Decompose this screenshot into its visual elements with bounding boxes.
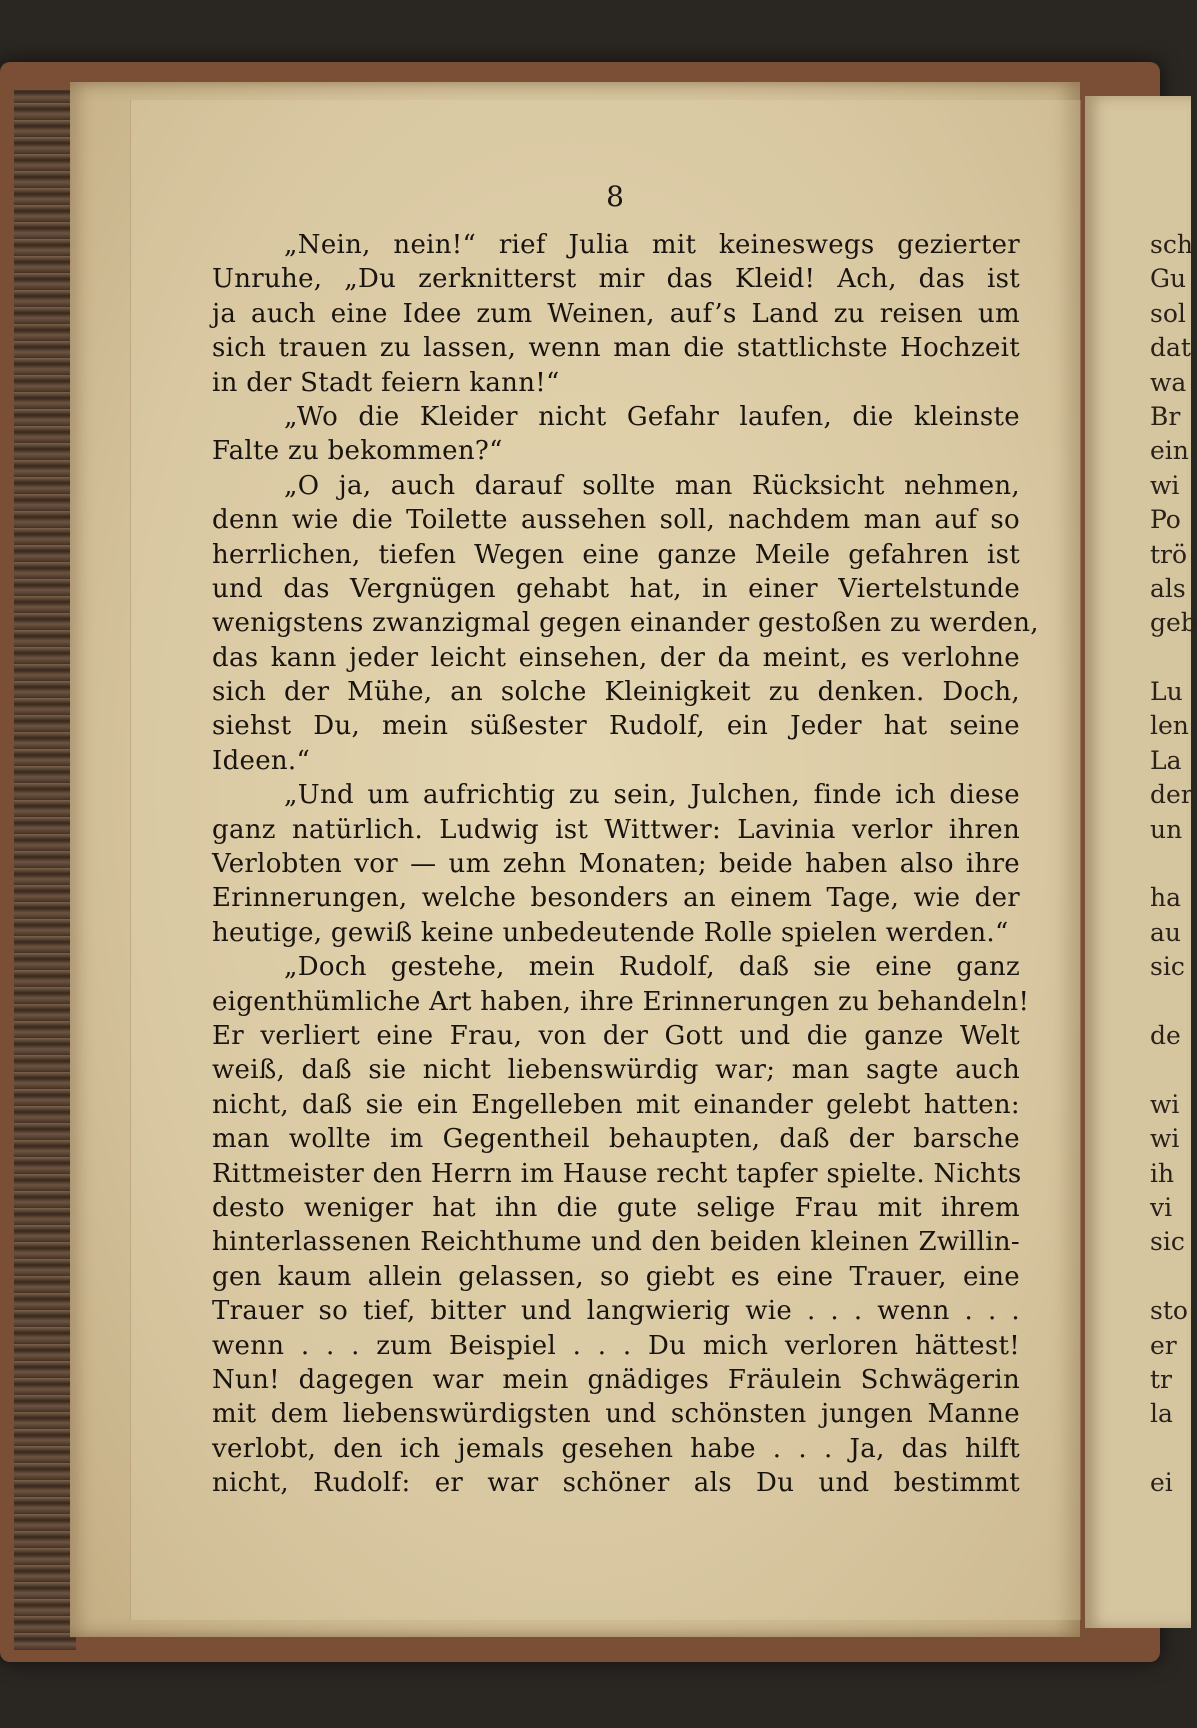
facing-page-line: sch <box>1150 230 1193 259</box>
text-line: sich trauen zu lassen, wenn man die stattlichste Hochzeit <box>212 333 1020 364</box>
facing-page-line <box>1150 985 1191 1019</box>
facing-page-line: Po <box>1150 505 1181 535</box>
facing-page-line: ih <box>1150 1158 1175 1188</box>
text-line: ganz natürlich. Ludwig ist Wittwer: Lavinia verlor ihren <box>212 814 1020 845</box>
text-line: sich der Mühe, an solche Kleinigkeit zu denken. Doch, <box>212 677 1020 708</box>
text-line: „Doch gestehe, mein Rudolf, daß sie eine ganz <box>284 952 1020 983</box>
facing-page-line: Gu <box>1150 264 1187 294</box>
facing-page-line: geb <box>1150 608 1197 638</box>
text-line: Unruhe, „Du zerknitterst mir das Kleid! Ach, das ist <box>212 264 1020 295</box>
text-line: hinterlassenen Reichthume und den beiden kleinen Zwillin- <box>212 1227 1020 1258</box>
text-line: nicht, Rudolf: er war schöner als Du und bestimmt <box>212 1468 1020 1499</box>
facing-page-line: len <box>1150 711 1189 741</box>
text-line: Nun! dagegen war mein gnädiges Fräulein Schwägerin <box>212 1364 1020 1395</box>
text-line: man wollte im Gegentheil behaupten, daß der barsche <box>212 1124 1020 1155</box>
text-line: „O ja, auch darauf sollte man Rücksicht nehmen, <box>284 470 1020 501</box>
text-line: das kann jeder leicht einsehen, der da meint, es verlohne <box>212 642 1020 673</box>
facing-page-line: wi <box>1150 1089 1180 1119</box>
page-body-text <box>212 228 1039 1500</box>
text-line: Ideen.“ <box>212 745 311 776</box>
text-line: „Wo die Kleider nicht Gefahr laufen, die kleinste <box>284 401 1020 432</box>
facing-page-line <box>1150 1260 1191 1294</box>
text-line: nicht, daß sie ein Engelleben mit einander gelebt hatten: <box>212 1089 1020 1120</box>
text-line: ja auch eine Idee zum Weinen, auf’s Land zu reisen um <box>212 298 1020 329</box>
text-line: „Nein, nein!“ rief Julia mit keineswegs gezierter <box>284 230 1020 260</box>
facing-page-line: sol <box>1150 298 1186 328</box>
facing-page-text-fragment <box>1150 228 1197 1500</box>
facing-page-line <box>1150 641 1191 675</box>
text-line: mit dem liebenswürdigsten und schönsten jungen Manne <box>212 1399 1020 1430</box>
facing-page-line: sic <box>1150 952 1185 982</box>
facing-page-line: tr <box>1150 1364 1172 1394</box>
facing-page-line: ei <box>1150 1468 1173 1498</box>
text-line: heutige, gewiß keine unbedeutende Rolle spielen werden.“ <box>212 917 1009 948</box>
book-spine-edge <box>14 90 76 1650</box>
text-line: denn wie die Toilette aussehen soll, nachdem man auf so <box>212 505 1020 536</box>
facing-page-line: ha <box>1150 883 1182 913</box>
facing-page-line: er <box>1150 1330 1177 1360</box>
text-line: wenn . . . zum Beispiel . . . Du mich verloren hättest! <box>212 1330 1020 1361</box>
facing-page-line: als <box>1150 573 1186 603</box>
facing-page-line: sic <box>1150 1227 1185 1257</box>
text-line: eigenthümliche Art haben, ihre Erinnerungen zu behandeln! <box>212 986 1030 1017</box>
text-line: siehst Du, mein süßester Rudolf, ein Jeder hat seine <box>212 711 1020 742</box>
facing-page-line: dat <box>1150 333 1191 363</box>
facing-page-line: wi <box>1150 470 1180 500</box>
facing-page-line: Lu <box>1150 677 1183 707</box>
facing-page-line <box>1150 1432 1191 1466</box>
text-line: Rittmeister den Herrn im Hause recht tapfer spielte. Nichts <box>212 1158 1022 1189</box>
text-line: wenigstens zwanzigmal gegen einander gestoßen zu werden, <box>212 608 1039 639</box>
facing-page-line: un <box>1150 814 1183 844</box>
page-number: 8 <box>606 180 624 213</box>
text-line: gen kaum allein gelassen, so giebt es eine Trauer, eine <box>212 1261 1020 1292</box>
facing-page-line: trö <box>1150 539 1188 569</box>
facing-page-line: sto <box>1150 1296 1188 1326</box>
text-line: Trauer so tief, bitter und langwierig wie . . . wenn . . . <box>212 1296 1020 1327</box>
facing-page-line: ein <box>1150 436 1189 466</box>
facing-page-line: der <box>1150 780 1193 810</box>
facing-page-line: la <box>1150 1399 1173 1429</box>
text-line: herrlichen, tiefen Wegen eine ganze Meile gefahren ist <box>212 539 1020 570</box>
facing-page-line: wi <box>1150 1124 1180 1154</box>
text-line: Erinnerungen, welche besonders an einem Tage, wie der <box>212 883 1020 914</box>
facing-page-line: Br <box>1150 401 1181 431</box>
text-line: Falte zu bekommen?“ <box>212 436 503 467</box>
facing-page-line: de <box>1150 1020 1181 1050</box>
facing-page-line: wa <box>1150 367 1187 397</box>
text-line: verlobt, den ich jemals gesehen habe . . . Ja, das hilft <box>212 1433 1020 1464</box>
facing-page-line: vi <box>1150 1192 1173 1222</box>
text-line: „Und um aufrichtig zu sein, Julchen, finde ich diese <box>284 780 1020 811</box>
text-line: desto weniger hat ihn die gute selige Frau mit ihrem <box>212 1192 1020 1223</box>
text-line: Er verliert eine Frau, von der Gott und die ganze Welt <box>212 1020 1020 1051</box>
facing-page-line: La <box>1150 745 1182 775</box>
facing-page-line: au <box>1150 917 1182 947</box>
text-line: weiß, daß sie nicht liebenswürdig war; man sagte auch <box>212 1055 1020 1086</box>
text-line: Verlobten vor — um zehn Monaten; beide haben also ihre <box>212 849 1020 880</box>
text-line: und das Vergnügen gehabt hat, in einer Viertelstunde <box>212 573 1020 604</box>
facing-page-line <box>1150 847 1191 881</box>
text-line: in der Stadt feiern kann!“ <box>212 367 560 398</box>
facing-page-line <box>1150 1053 1191 1087</box>
